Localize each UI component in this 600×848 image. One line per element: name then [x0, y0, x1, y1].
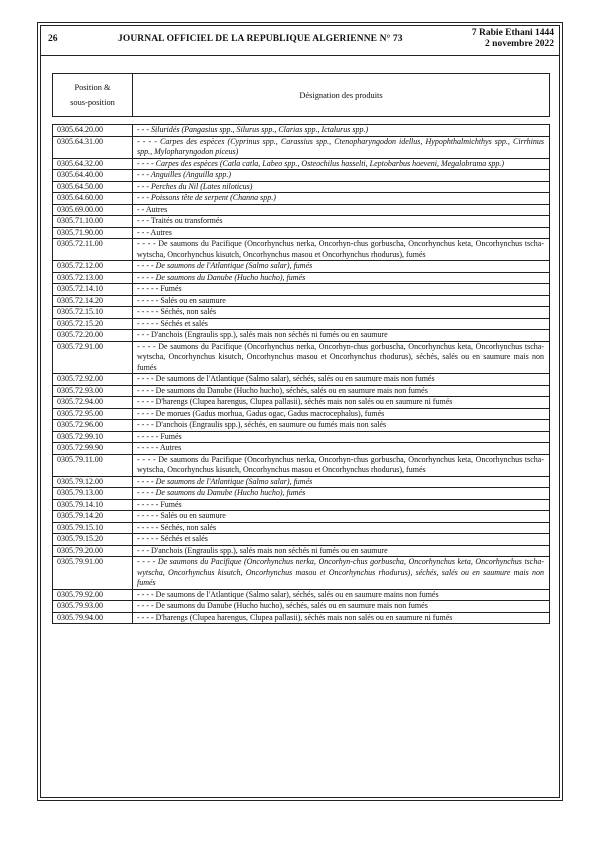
header-gap: [53, 117, 550, 125]
position-code: 0305.72.14.20: [53, 295, 133, 307]
table-row: [53, 307, 550, 319]
position-code: 0305.72.96.00: [53, 420, 133, 432]
position-code: 0305.72.94.00: [53, 397, 133, 409]
table-body: [53, 125, 550, 624]
product-designation: - - - D'anchois (Engraulis spp.), salés mais non séchés ni fumés ou en saumure: [133, 545, 550, 557]
table-row: [53, 408, 550, 420]
table-row: [53, 272, 550, 284]
position-code: 0305.79.94.00: [53, 612, 133, 624]
table-row: [53, 557, 550, 590]
table-row: [53, 511, 550, 523]
table-row: [53, 136, 550, 158]
position-code: 0305.72.14.10: [53, 284, 133, 296]
product-designation: - - - - - Fumés: [133, 284, 550, 296]
product-designation: - - - - De saumons de l'Atlantique (Salmo salar), séchés, salés ou en saumure mais non fumés: [133, 374, 550, 386]
table-row: [53, 181, 550, 193]
product-designation: - - - - De saumons du Pacifique (Oncorhynchus nerka, Oncorhyn-chus gorbuscha, Oncorhynchus keta, Oncorhynchus tscha-wytscha, Oncorhynchus kisutch, Oncorhynchus masou et Oncorhynchus rhodurus), séchés, salés ou en saumure mais non fumés: [133, 557, 550, 590]
product-designation: - - - - Carpes des espèces (Catla catla, Labeo spp., Osteochilus hasselti, Leptobarbus hoeveni, Megalobrama spp.): [133, 158, 550, 170]
position-code: 0305.64.31.00: [53, 136, 133, 158]
table-row: [53, 612, 550, 624]
product-designation: - - - Perches du Nil (Lates niloticus): [133, 181, 550, 193]
position-code: 0305.64.60.00: [53, 193, 133, 205]
issue-date: [472, 28, 554, 50]
table-row: [53, 499, 550, 511]
product-designation: - - - - - Séchés, non salés: [133, 307, 550, 319]
product-designation: - - - Anguilles (Anguilla spp.): [133, 170, 550, 182]
position-code: 0305.79.15.20: [53, 534, 133, 546]
product-designation: - - - - - Fumés: [133, 431, 550, 443]
product-designation: - - - - De saumons du Pacifique (Oncorhynchus nerka, Oncorhyn-chus gorbuscha, Oncorhynchus keta, Oncorhynchus tscha-wytscha, Oncorhynchus kisutch, Oncorhynchus masou et Oncorhynchus rhodurus), fumés: [133, 454, 550, 476]
date-gregorian: 2 novembre 2022: [485, 39, 554, 49]
product-designation: - - - - De morues (Gadus morhua, Gadus ogac, Gadus macrocephalus), fumés: [133, 408, 550, 420]
table-row: [53, 431, 550, 443]
table-row: [53, 193, 550, 205]
product-designation: - - - - - Salés ou en saumure: [133, 511, 550, 523]
position-code: 0305.69.00.00: [53, 204, 133, 216]
journal-title: JOURNAL OFFICIEL DE LA REPUBLIQUE ALGERIENNE N° 73: [118, 34, 403, 44]
header-rule: [40, 55, 560, 56]
position-code: 0305.79.15.10: [53, 522, 133, 534]
table-row: [53, 318, 550, 330]
position-code: 0305.72.15.10: [53, 307, 133, 319]
table-row: [53, 545, 550, 557]
table-row: [53, 476, 550, 488]
table-row: [53, 488, 550, 500]
table-row: [53, 374, 550, 386]
position-code: 0305.64.20.00: [53, 125, 133, 137]
table-row: [53, 589, 550, 601]
table-row: [53, 385, 550, 397]
product-designation: - - - Poissons tête de serpent (Channa spp.): [133, 193, 550, 205]
product-designation: - - - - - Salés ou en saumure: [133, 295, 550, 307]
table-row: [53, 125, 550, 137]
position-code: 0305.72.15.20: [53, 318, 133, 330]
table-row: [53, 454, 550, 476]
position-code: 0305.79.93.00: [53, 601, 133, 613]
position-code: 0305.79.13.00: [53, 488, 133, 500]
table-row: [53, 170, 550, 182]
table-row: [53, 295, 550, 307]
product-designation: - - - - D'harengs (Clupea harengus, Clupea pallasii), séchés mais non salés ou en saumure ni fumés: [133, 397, 550, 409]
position-code: 0305.72.93.00: [53, 385, 133, 397]
position-code: 0305.72.12.00: [53, 261, 133, 273]
table-header-row: [53, 74, 550, 117]
table-row: [53, 420, 550, 432]
position-code: 0305.71.10.00: [53, 216, 133, 228]
product-designation: - - - - - Autres: [133, 443, 550, 455]
product-designation: - - - - De saumons du Danube (Hucho hucho), séchés, salés ou en saumure mais non fumés: [133, 601, 550, 613]
product-designation: - - - - De saumons du Danube (Hucho hucho), séchés, salés ou en saumure mais non fumés: [133, 385, 550, 397]
table-row: [53, 227, 550, 239]
position-code: 0305.79.14.10: [53, 499, 133, 511]
product-designation: - - - - - Séchés, non salés: [133, 522, 550, 534]
table-row: [53, 284, 550, 296]
position-code: 0305.64.40.00: [53, 170, 133, 182]
product-designation: - - Autres: [133, 204, 550, 216]
table-row: [53, 330, 550, 342]
position-code: 0305.79.92.00: [53, 589, 133, 601]
date-hijri: 7 Rabie Ethani 1444: [471, 28, 554, 38]
table-row: [53, 158, 550, 170]
product-designation: - - - - De saumons du Pacifique (Oncorhynchus nerka, Oncorhyn-chus gorbuscha, Oncorhynchus keta, Oncorhynchus tscha-wytscha, Oncorhynchus kisutch, Oncorhynchus masou et Oncorhynchus rhodurus), fumés: [133, 239, 550, 261]
table-row: [53, 534, 550, 546]
column-header-position: Position & sous-position: [53, 74, 133, 117]
table-row: [53, 239, 550, 261]
product-designation: - - - - - Séchés et salés: [133, 318, 550, 330]
position-code: 0305.64.50.00: [53, 181, 133, 193]
position-code: 0305.72.13.00: [53, 272, 133, 284]
tariff-table-container: [52, 73, 549, 624]
position-code: 0305.79.91.00: [53, 557, 133, 590]
position-code: 0305.72.91.00: [53, 341, 133, 374]
table-row: [53, 443, 550, 455]
product-designation: - - - - - Fumés: [133, 499, 550, 511]
product-designation: - - - D'anchois (Engraulis spp.), salés mais non séchés ni fumés ou en saumure: [133, 330, 550, 342]
product-designation: - - - - D'anchois (Engraulis spp.), séchés, en saumure ou fumés mais non salés: [133, 420, 550, 432]
position-code: 0305.79.20.00: [53, 545, 133, 557]
position-code: 0305.72.99.90: [53, 443, 133, 455]
column-header-designation: Désignation des produits: [133, 74, 550, 117]
position-code: 0305.72.11.00: [53, 239, 133, 261]
position-code: 0305.72.99.10: [53, 431, 133, 443]
product-designation: - - - - De saumons du Danube (Hucho hucho), fumés: [133, 488, 550, 500]
product-designation: - - - - De saumons de l'Atlantique (Salmo salar), fumés: [133, 261, 550, 273]
product-designation: - - - - De saumons de l'Atlantique (Salmo salar), séchés, salés ou en saumure mains non fumés: [133, 589, 550, 601]
table-row: [53, 204, 550, 216]
product-designation: - - - - De saumons du Danube (Hucho hucho), fumés: [133, 272, 550, 284]
position-code: 0305.72.92.00: [53, 374, 133, 386]
product-designation: - - - Traités ou transformés: [133, 216, 550, 228]
position-code: 0305.79.12.00: [53, 476, 133, 488]
position-code: 0305.79.11.00: [53, 454, 133, 476]
table-row: [53, 601, 550, 613]
position-code: 0305.72.20.00: [53, 330, 133, 342]
product-designation: - - - - D'harengs (Clupea harengus, Clupea pallasii), séchés mais non salés ou en saumure ni fumés: [133, 612, 550, 624]
tariff-table: [52, 73, 550, 624]
table-row: [53, 522, 550, 534]
product-designation: - - - - De saumons du Pacifique (Oncorhynchus nerka, Oncorhyn-chus gorbuscha, Oncorhynchus keta, Oncorhynchus tscha-wytscha, Oncorhynchus kisutch, Oncorhynchus masou et Oncorhynchus rhodurus), séchés, salés ou en saumure mais non fumés: [133, 341, 550, 374]
page-number: 26: [48, 34, 58, 44]
product-designation: - - - - De saumons de l'Atlantique (Salmo salar), fumés: [133, 476, 550, 488]
product-designation: - - - - - Séchés et salés: [133, 534, 550, 546]
position-code: 0305.71.90.00: [53, 227, 133, 239]
table-row: [53, 397, 550, 409]
position-code: 0305.72.95.00: [53, 408, 133, 420]
position-code: 0305.79.14.20: [53, 511, 133, 523]
page-header: [40, 25, 560, 55]
table-row: [53, 341, 550, 374]
table-row: [53, 216, 550, 228]
product-designation: - - - - Carpes des espèces (Cyprinus spp., Carassius spp., Ctenopharyngodon idellus, Hypophthalmichthys spp., Cirrhinus spp., Mylopharyngodon piceus): [133, 136, 550, 158]
product-designation: - - - Autres: [133, 227, 550, 239]
table-row: [53, 261, 550, 273]
position-code: 0305.64.32.00: [53, 158, 133, 170]
product-designation: - - - Siluridés (Pangasius spp., Silurus spp., Clarias spp., Ictalurus spp.): [133, 125, 550, 137]
